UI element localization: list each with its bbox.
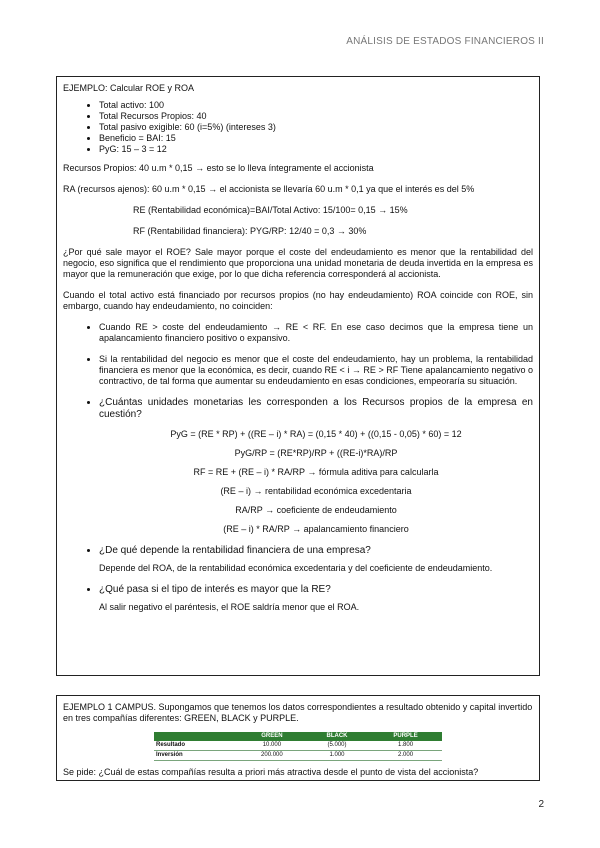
- table-cell: Inversión: [154, 751, 239, 761]
- equation: PyG = (RE * RP) + ((RE – i) * RA) = (0,15 * 40) + ((0,15 - 0,05) * 60) = 12: [170, 429, 462, 439]
- data-item: • Total activo: 100: [99, 100, 533, 111]
- table-cell: 1.000: [305, 751, 369, 761]
- equation: (RE – i) → rentabilidad económica excedentaria: [220, 486, 412, 496]
- question-text: • ¿De qué depende la rentabilidad financiera de una empresa?: [99, 545, 371, 556]
- question-text: • ¿Cuántas unidades monetarias les corresponden a los Recursos propios de la empresa en cuestión?: [99, 397, 533, 420]
- bullet-question-rp: [99, 397, 533, 535]
- equation: RF = RE + (RE – i) * RA/RP → fórmula aditiva para calcularla: [193, 467, 439, 477]
- answer-text: Depende del ROA, de la rentabilidad económica excedentaria y del coeficiente de endeudamiento.: [99, 563, 493, 573]
- rp-line: Recursos Propios: 40 u.m * 0,15 → esto se lo lleva íntegramente el accionista: [63, 163, 374, 173]
- question-list: [63, 322, 533, 613]
- table-header-row: [154, 732, 442, 741]
- data-item: • PyG: 15 – 3 = 12: [99, 144, 533, 155]
- table-cell: 200.000: [239, 751, 305, 761]
- bullet-negative-leverage: • Si la rentabilidad del negocio es menor que el coste del endeudamiento, hay un problema, la rentabilidad financiera es menor que la económica, es decir, cuando RE < i → RE > RF Tiene apalancamiento negativo o contractivo, de tal forma que aumentar su endeudamiento en esas condiciones, empeoraría su situación.: [99, 354, 533, 387]
- campus-intro: EJEMPLO 1 CAMPUS. Supongamos que tenemos los datos correspondientes a resultado obtenido y capital invertido en tres compañías diferentes: GREEN, BLACK y PURPLE.: [63, 702, 533, 723]
- table-cell: Resultado: [154, 741, 239, 751]
- question-text: • ¿Qué pasa si el tipo de interés es mayor que la RE?: [99, 584, 331, 595]
- equation: PyG/RP = (RE*RP)/RP + ((RE-i)*RA)/RP: [234, 448, 398, 458]
- ra-line: RA (recursos ajenos): 60 u.m * 0,15 → el accionista se llevaría 60 u.m * 0,1 ya que el interés es del 5%: [63, 184, 475, 194]
- table-row: [154, 741, 442, 751]
- table-cell: 10.000: [239, 741, 305, 751]
- data-item: • Total Recursos Propios: 40: [99, 111, 533, 122]
- equation: RA/RP → coeficiente de endeudamiento: [235, 505, 397, 515]
- page-number: 2: [538, 799, 544, 810]
- table-header-cell: PURPLE: [369, 732, 442, 741]
- bullet-question-rf: [99, 545, 533, 574]
- table-header-cell: [154, 732, 239, 741]
- roa-roe-paragraph: Cuando el total activo está financiado por recursos propios (no hay endeudamiento) ROA coincide con ROE, sin embargo, cuando hay endeudamiento, no coinciden:: [63, 290, 533, 311]
- table-cell: 2.000: [369, 751, 442, 761]
- re-formula: RE (Rentabilidad económica)=BAI/Total Activo: 15/100= 0,15 → 15%: [133, 205, 408, 215]
- answer-text: Al salir negativo el paréntesis, el ROE saldría menor que el ROA.: [99, 602, 360, 612]
- data-item: • Total pasivo exigible: 60 (i=5%) (intereses 3): [99, 122, 533, 133]
- example-box: [56, 76, 540, 676]
- campus-example-box: [56, 695, 540, 781]
- table-header-cell: GREEN: [239, 732, 305, 741]
- example-title: EJEMPLO: Calcular ROE y ROA: [63, 83, 195, 93]
- companies-table: [154, 732, 442, 761]
- bullet-positive-leverage: • Cuando RE > coste del endeudamiento → RE < RF. En ese caso decimos que la empresa tiene un apalancamiento financiero positivo o expansivo.: [99, 322, 533, 344]
- table-cell: 1.800: [369, 741, 442, 751]
- data-item: • Beneficio = BAI: 15: [99, 133, 533, 144]
- campus-question: Se pide: ¿Cuál de estas compañías resulta a priori más atractiva desde el punto de vista del accionista?: [63, 767, 479, 777]
- table-cell: (5.000): [305, 741, 369, 751]
- bullet-question-interest: [99, 584, 533, 613]
- rf-formula: RF (Rentabilidad financiera): PYG/RP: 12/40 = 0,3 → 30%: [133, 226, 367, 236]
- data-list: [63, 100, 533, 155]
- equation: (RE – i) * RA/RP → apalancamiento financiero: [223, 524, 409, 534]
- table-row: [154, 751, 442, 761]
- running-header: ANÁLISIS DE ESTADOS FINANCIEROS II: [346, 36, 544, 47]
- roe-explanation: ¿Por qué sale mayor el ROE? Sale mayor porque el coste del endeudamiento es menor que la rentabilidad del negocio, eso significa que el rendimiento que proporciona una unidad monetaria de deuda invertida en la empresa es mayor que la remuneración que exige, por lo que dicha referencia corresponderá al accionista.: [63, 247, 533, 279]
- table-header-cell: BLACK: [305, 732, 369, 741]
